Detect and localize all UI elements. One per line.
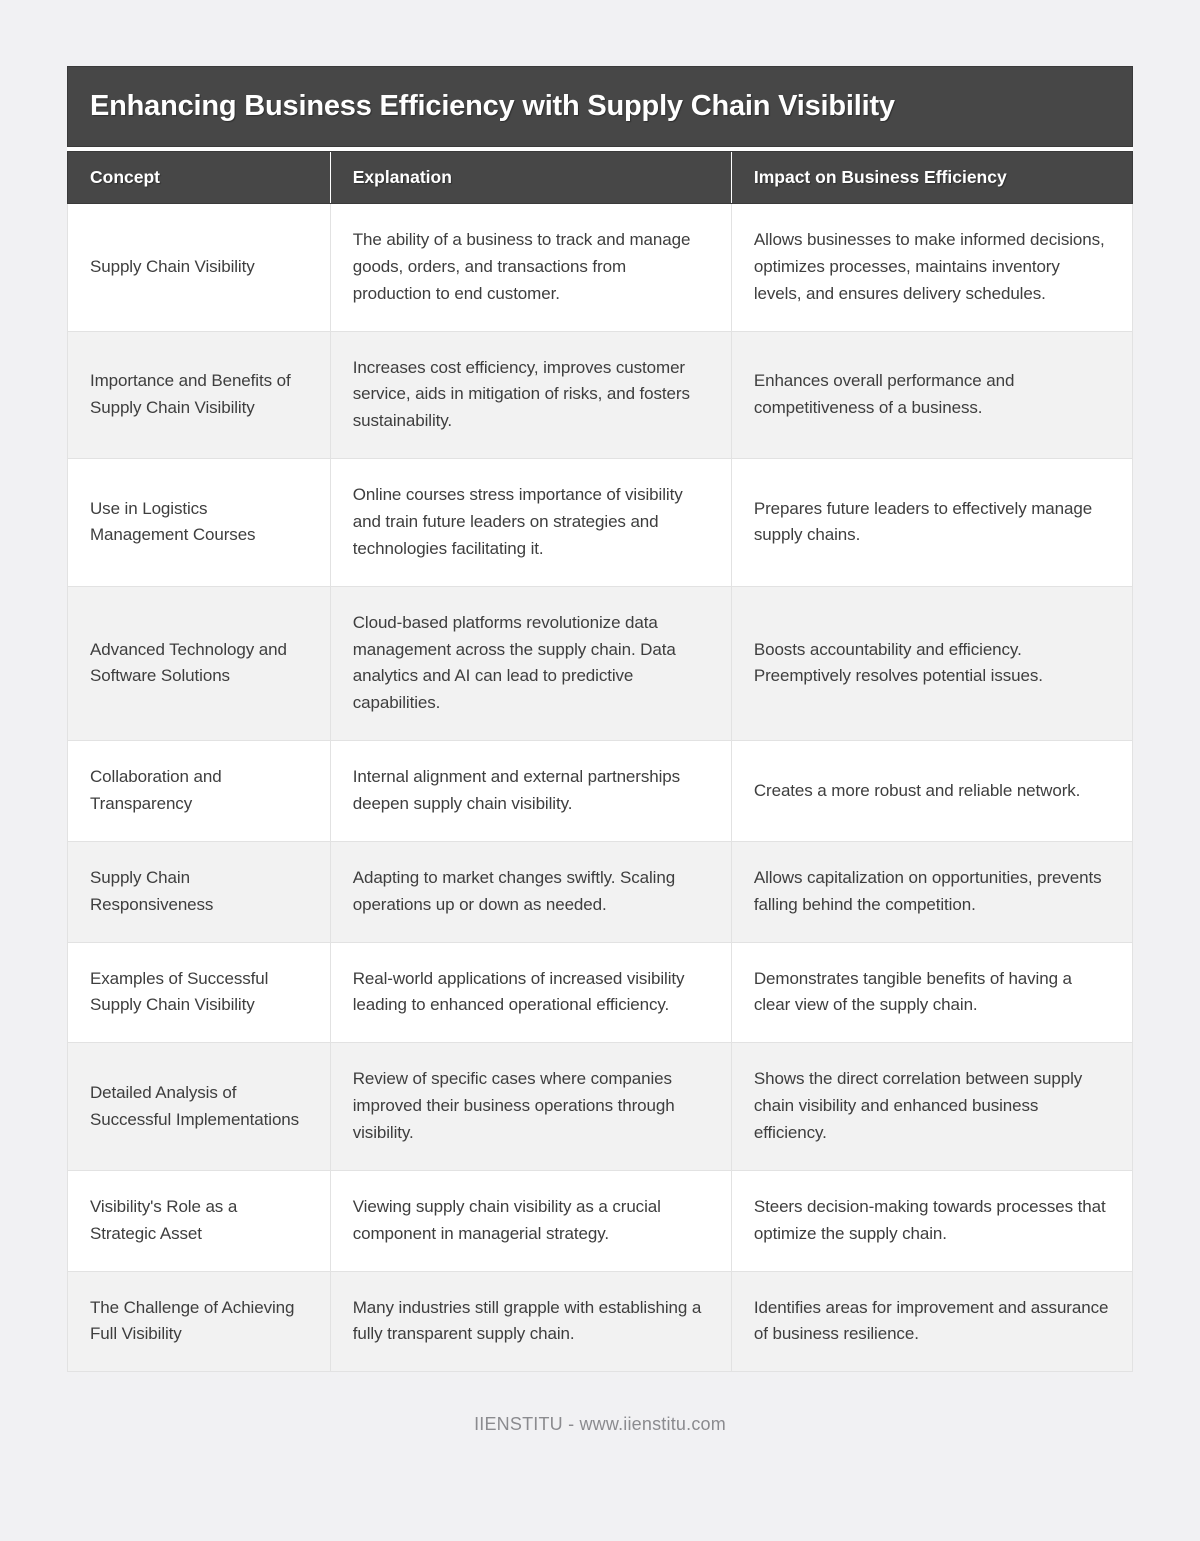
cell-impact [731, 332, 1132, 459]
impact-text: Shows the direct correlation between supply chain visibility and enhanced business efficiency. [753, 1069, 1083, 1143]
table-row [68, 1171, 1132, 1272]
explanation-text: Increases cost efficiency, improves customer service, aids in mitigation of risks, and fosters sustainability. [352, 357, 690, 431]
table-row [68, 741, 1132, 842]
cell-concept [68, 587, 330, 740]
cell-concept [68, 1272, 330, 1372]
table-row [68, 204, 1132, 332]
cell-impact [731, 1272, 1132, 1372]
table-row [68, 943, 1132, 1044]
table-body [67, 204, 1133, 1372]
cell-explanation [330, 943, 731, 1043]
impact-text: Prepares future leaders to effectively manage supply chains. [753, 498, 1093, 545]
table-title-bar [67, 66, 1133, 147]
cell-impact [731, 1043, 1132, 1170]
cell-impact [731, 741, 1132, 841]
impact-text: Steers decision-making towards processes that optimize the supply chain. [753, 1196, 1106, 1243]
cell-concept [68, 1171, 330, 1271]
column-header-impact: Impact on Business Efficiency [731, 152, 1132, 203]
cell-explanation [330, 842, 731, 942]
concept-text: Supply Chain Visibility [90, 256, 255, 276]
cell-impact [731, 459, 1132, 586]
cell-impact [731, 842, 1132, 942]
table-row [68, 842, 1132, 943]
cell-concept [68, 1043, 330, 1170]
explanation-text: Adapting to market changes swiftly. Scaling operations up or down as needed. [352, 867, 676, 914]
cell-explanation [330, 459, 731, 586]
cell-impact [731, 943, 1132, 1043]
cell-impact [731, 1171, 1132, 1271]
table-row [68, 459, 1132, 587]
concept-text: Detailed Analysis of Successful Implementations [90, 1082, 300, 1129]
cell-impact [731, 204, 1132, 331]
column-header-explanation: Explanation [330, 152, 731, 203]
impact-text: Enhances overall performance and competitiveness of a business. [753, 371, 1015, 417]
table-row [68, 587, 1132, 741]
impact-text: Demonstrates tangible benefits of having a clear view of the supply chain. [753, 968, 1072, 1015]
concept-text: Supply Chain Responsiveness [90, 867, 214, 914]
cell-explanation [330, 332, 731, 459]
page-title: Enhancing Business Efficiency with Supply Chain Visibility [90, 90, 895, 122]
concept-text: Use in Logistics Management Courses [90, 498, 256, 545]
concept-text: Advanced Technology and Software Solutions [90, 639, 287, 686]
cell-concept [68, 842, 330, 942]
concept-text: Collaboration and Transparency [90, 767, 222, 814]
cell-concept [68, 332, 330, 459]
concept-text: Examples of Successful Supply Chain Visibility [90, 968, 269, 1015]
impact-text: Boosts accountability and efficiency. Preemptively resolves potential issues. [753, 639, 1043, 686]
explanation-text: Online courses stress importance of visibility and train future leaders on strategies and technologies facilitating it. [352, 485, 683, 558]
cell-explanation [330, 1272, 731, 1372]
impact-text: Identifies areas for improvement and assurance of business resilience. [753, 1297, 1109, 1344]
concept-text: The Challenge of Achieving Full Visibility [90, 1297, 295, 1344]
impact-text: Allows capitalization on opportunities, prevents falling behind the competition. [753, 867, 1102, 914]
cell-impact [731, 587, 1132, 740]
explanation-text: Many industries still grapple with establishing a fully transparent supply chain. [352, 1297, 702, 1344]
cell-concept [68, 943, 330, 1043]
cell-explanation [330, 1043, 731, 1170]
cell-concept [68, 459, 330, 586]
cell-explanation [330, 1171, 731, 1271]
cell-explanation [330, 741, 731, 841]
cell-explanation [330, 204, 731, 331]
cell-concept [68, 204, 330, 331]
impact-text: Allows businesses to make informed decisions, optimizes processes, maintains inventory levels, and ensures delivery schedules. [753, 230, 1105, 303]
table-row [68, 332, 1132, 460]
explanation-text: Real-world applications of increased visibility leading to enhanced operational efficiency. [352, 968, 685, 1015]
table-row [68, 1043, 1132, 1171]
concept-text: Visibility's Role as a Strategic Asset [90, 1196, 238, 1243]
cell-concept [68, 741, 330, 841]
table-header-row [67, 151, 1133, 204]
table-row [68, 1272, 1132, 1373]
explanation-text: Viewing supply chain visibility as a crucial component in managerial strategy. [352, 1196, 661, 1243]
concept-text: Importance and Benefits of Supply Chain Visibility [90, 371, 291, 417]
footer-credit: IIENSTITU - www.iienstitu.com [474, 1414, 726, 1435]
explanation-text: Cloud-based platforms revolutionize data management across the supply chain. Data analytics and AI can lead to predictive capabilities. [352, 612, 676, 713]
impact-text: Creates a more robust and reliable network. [753, 780, 1081, 800]
supply-chain-visibility-table [67, 66, 1133, 1372]
explanation-text: The ability of a business to track and manage goods, orders, and transactions from production to end customer. [352, 230, 691, 303]
explanation-text: Review of specific cases where companies improved their business operations through visibility. [352, 1069, 675, 1143]
explanation-text: Internal alignment and external partnerships deepen supply chain visibility. [352, 767, 681, 814]
cell-explanation [330, 587, 731, 740]
column-header-concept: Concept [90, 167, 160, 187]
